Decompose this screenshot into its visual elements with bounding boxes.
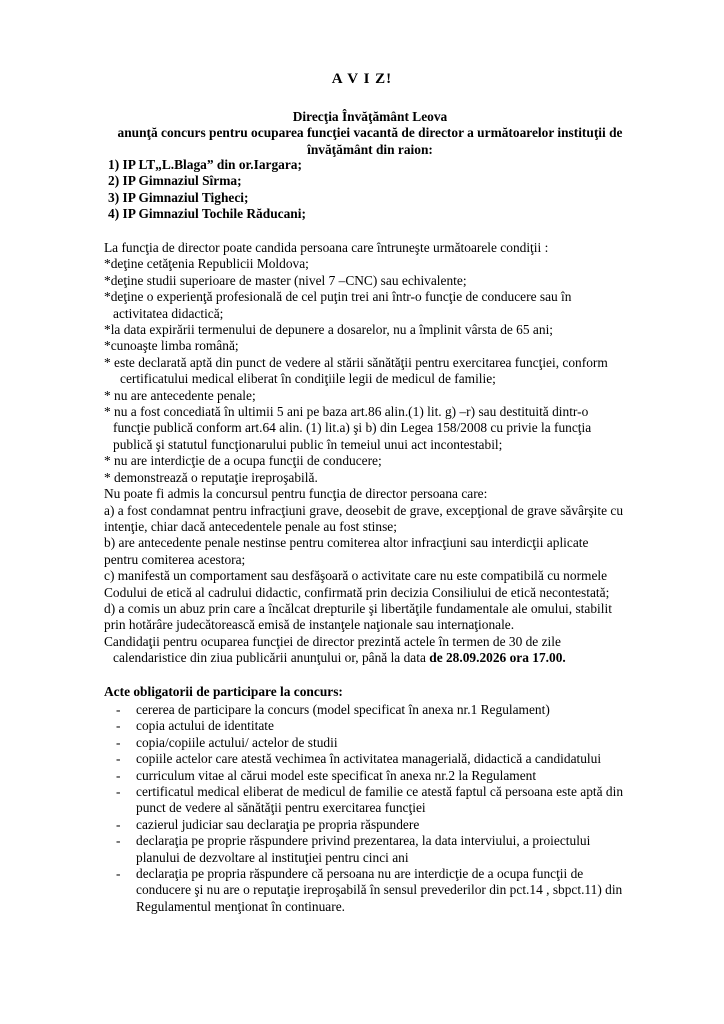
body-line: Codului de etică al cadrului didactic, confirmată prin decizia Consiliului de etică necontestată; — [104, 584, 610, 600]
list-dash: - — [116, 767, 121, 783]
list-dash: - — [116, 751, 121, 767]
body-line: funcţie publică conform art.64 alin. (1) lit.a) şi b) din Legea 158/2008 cu privie la funcţia — [113, 420, 592, 436]
body-line: * nu are interdicţie de a ocupa funcţii de conducere; — [104, 453, 382, 469]
body-line: *la data expirării termenului de depunere a dosarelor, nu a împlinit vârsta de 65 ani; — [104, 322, 554, 338]
deadline-line — [104, 650, 684, 666]
list-item-line: curriculum vitae al cărui model este specificat în anexa nr.2 la Regulament — [136, 767, 537, 783]
list-dash: - — [116, 734, 121, 750]
list-dash: - — [116, 702, 121, 717]
list-item — [116, 702, 686, 718]
body-line: Candidaţii pentru ocuparea funcţiei de director prezintă actele în termen de 30 de zile — [104, 633, 561, 649]
body-line: * nu a fost concediată în ultimii 5 ani pe baza art.86 alin.(1) lit. g) –r) sau destituită dintr-o — [104, 404, 589, 420]
conditions-body — [104, 240, 684, 667]
deadline-prefix: calendaristice din ziua publicării anunţului or, până la data — [113, 650, 430, 666]
list-item-line: certificatul medical eliberat de medicul de familie ce atestă faptul că persoana este aptă din — [136, 784, 624, 800]
institution-list — [108, 157, 306, 223]
list-dash: - — [116, 784, 121, 800]
list-item — [116, 784, 686, 817]
body-line: certificatului medical eliberat în condiţiile legii de medicul de familie; — [120, 371, 496, 387]
list-item — [116, 735, 686, 751]
announcement-header — [90, 109, 650, 158]
list-dash: - — [116, 718, 121, 734]
body-line: pentru comiterea acestora; — [104, 551, 246, 567]
list-item-line: copiile actelor care atestă vechimea în activitatea managerială, didactică a candidatului — [136, 751, 602, 767]
body-line: intenţie, chiar dacă antecedentele penale au fost stinse; — [104, 518, 397, 534]
header-line: anunţă concurs pentru ocuparea funcţiei vacantă de director a următoarelor instituţii de — [117, 125, 623, 141]
body-line: prin hotărâre judecătorească emisă de instanţele naţionale sau internaţionale. — [104, 617, 515, 633]
list-item-line: declaraţia pe proprie răspundere privind prezentarea, la data interviului, a proiectului — [136, 833, 591, 849]
required-documents-colon: : — [338, 684, 343, 699]
deadline-date: de 28.09.2026 ora 17.00. — [429, 650, 566, 666]
list-item-line: copia/copiile actului/ actelor de studii — [136, 734, 338, 750]
required-documents-heading — [104, 684, 343, 700]
list-dash: - — [116, 833, 121, 849]
list-item — [116, 768, 686, 784]
list-item-line: conducere şi nu are o reputaţie ireproşabilă în sensul prevederilor din pct.14 , sbpct.11) din — [136, 882, 623, 898]
body-line: * demonstrează o reputaţie ireproşabilă. — [104, 469, 318, 485]
header-line: învăţământ din raion: — [307, 141, 433, 157]
list-item — [116, 866, 686, 915]
list-item — [116, 751, 686, 767]
list-item-line: cererea de participare la concurs (model specificat în anexa nr.1 Regulament) — [136, 702, 550, 717]
body-line: b) are antecedente penale nestinse pentru comiterea altor infracţiuni sau interdicţii aplicate — [104, 535, 589, 551]
body-line: * nu are antecedente penale; — [104, 387, 256, 403]
body-line: d) a comis un abuz prin care a încălcat drepturile şi libertăţile fundamentale ale omului, stabilit — [104, 600, 612, 616]
body-line: activitatea didactică; — [113, 305, 224, 321]
list-item — [116, 718, 686, 734]
list-item-line: Regulamentul menţionat în continuare. — [136, 898, 345, 914]
body-line: a) a fost condamnat pentru infracţiuni grave, deosebit de grave, excepţional de grave săvârşite cu — [104, 502, 624, 518]
document-title: A V I Z! — [331, 71, 393, 87]
list-item-line: declaraţia pe propria răspundere că persoana nu are interdicţie de a ocupa funcţii de — [136, 866, 584, 882]
body-line: *cunoaşte limba română; — [104, 338, 239, 354]
body-line: La funcţia de director poate candida persoana care întruneşte următoarele condiţii : — [104, 240, 549, 255]
required-documents-title: Acte obligatorii de participare la concurs — [104, 684, 339, 699]
list-item — [116, 817, 686, 833]
body-line: *deţine studii superioare de master (nivel 7 –CNC) sau echivalente; — [104, 272, 467, 288]
list-dash: - — [116, 816, 121, 832]
body-line: *deţine cetăţenia Republicii Moldova; — [104, 256, 309, 272]
body-line: publică şi statutul funcţionarului public în temeiul unui act incontestabil; — [113, 436, 503, 452]
header-line: Direcţia Învăţământ Leova — [292, 109, 448, 124]
required-documents-list — [116, 702, 686, 915]
list-dash: - — [116, 866, 121, 882]
list-item-line: cazierul judiciar sau declaraţia pe propria răspundere — [136, 816, 420, 832]
list-item-line: copia actului de identitate — [136, 718, 274, 734]
institution-item: 1) IP LT„L.Blaga” din or.Iargara; — [108, 157, 302, 172]
list-item-line: punct de vedere al sănătăţii pentru exercitarea funcţiei — [136, 800, 426, 816]
body-line: Nu poate fi admis la concursul pentru funcţia de director persoana care: — [104, 486, 488, 502]
list-item-line: planului de dezvoltare al instituţiei pentru cinci ani — [136, 849, 409, 865]
institution-item: 2) IP Gimnaziul Sîrma; — [108, 173, 242, 189]
body-line: c) manifestă un comportament sau desfăşoară o activitate care nu este compatibilă cu normele — [104, 568, 608, 584]
institution-item: 3) IP Gimnaziul Tigheci; — [108, 189, 249, 205]
institution-item: 4) IP Gimnaziul Tochile Răducani; — [108, 206, 306, 222]
body-line: *deţine o experienţă profesională de cel puţin trei ani într-o funcţie de conducere sau în — [104, 289, 572, 305]
list-item — [116, 833, 686, 866]
body-line: * este declarată aptă din punct de vedere al stării sănătăţii pentru exercitarea funcţiei, conform — [104, 354, 608, 370]
